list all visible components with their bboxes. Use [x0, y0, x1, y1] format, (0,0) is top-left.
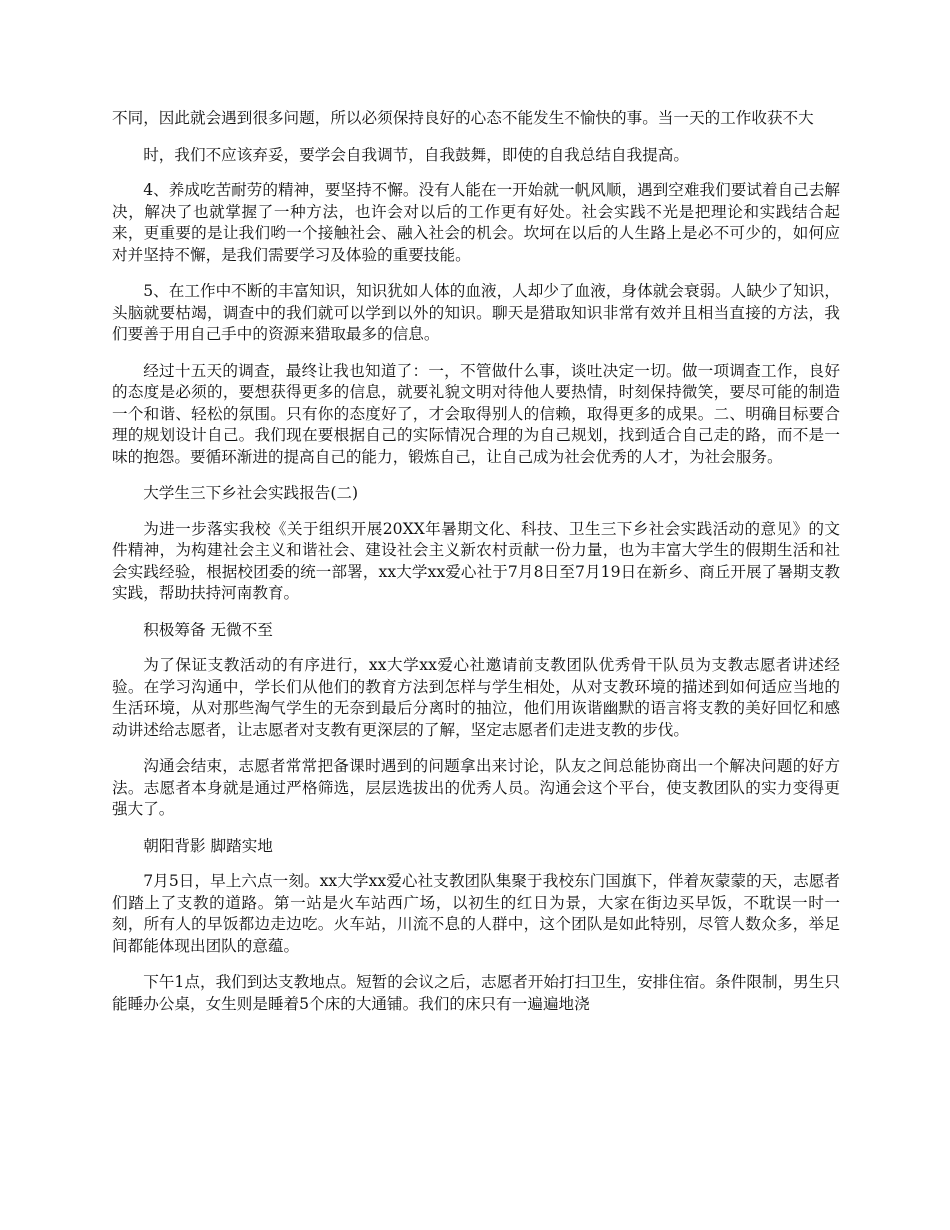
paragraph: 7月5日，早上六点一刻。xx大学xx爱心社支教团队集聚于我校东门国旗下，伴着灰蒙蒙的天，志愿者们踏上了支教的道路。第一站是火车站西广场，以初生的红日为景，大家在街边买早饭，不耽误一时一刻，所有人的早饭都边走边吃。火车站，川流不息的人群中，这个团队是如此特别，尽管人数众多，举足间都能体现出团队的意蕴。: [112, 872, 840, 955]
document-page: [112, 108, 840, 1030]
paragraph-point-4: 4、养成吃苦耐劳的精神，要坚持不懈。没有人能在一开始就一帆风顺，遇到空难我们要试着自己去解决，解决了也就掌握了一种方法，也许会对以后的工作更有好处。社会实践不光是把理论和实践结合起来，更重要的是让我们哟一个接触社会、融入社会的机会。坎坷在以后的人生路上是必不可少的，如何应对并坚持不懈，是我们需要学习及体验的重要技能。: [112, 181, 840, 264]
subheading-departure: 朝阳背影 脚踏实地: [143, 836, 273, 855]
paragraph: 为了保证支教活动的有序进行，xx大学xx爱心社邀请前支教团队优秀骨干队员为支教志愿者讲述经验。在学习沟通中，学长们从他们的教育方法到怎样与学生相处，从对支教环境的描述到如何适应当地的生活环境，从对那些淘气学生的无奈到最后分离时的抽泣，他们用诙谐幽默的语言将支教的美好回忆和感动讲述给志愿者，让志愿者对支教有更深层的了解，坚定志愿者们走进支教的步伐。: [112, 656, 840, 739]
paragraph: 下午1点，我们到达支教地点。短暂的会议之后，志愿者开始打扫卫生，安排住宿。条件限制，男生只能睡办公桌，女生则是睡着5个床的大通铺。我们的床只有一遍遍地浇: [112, 973, 840, 1013]
paragraph-summary: 经过十五天的调查，最终让我也知道了：一，不管做什么事，谈吐决定一切。做一项调查工作，良好的态度是必须的，要想获得更多的信息，就要礼貌文明对待他人要热情，时刻保持微笑，要尽可能的制造一个和谐、轻松的氛围。只有你的态度好了，才会取得别人的信赖，取得更多的成果。二、明确目标要合理的规划设计自己。我们现在要根据自己的实际情况合理的为自己规划，找到适合自己走的路，而不是一味的抱怨。要循环渐进的提高自己的能力，锻炼自己，让自己成为社会优秀的人才，为社会服务。: [112, 361, 840, 466]
paragraph-continuation: 不同，因此就会遇到很多问题，所以必须保持良好的心态不能发生不愉快的事。当一天的工作收获不大: [112, 109, 814, 127]
paragraph-point-5: 5、在工作中不断的丰富知识，知识犹如人体的血液，人却少了血液，身体就会衰弱。人缺少了知识，头脑就要枯竭，调查中的我们就可以学到以外的知识。聊天是猎取知识非常有效并且相当直接的方法，我们要善于用自己手中的资源来猎取最多的信息。: [112, 282, 840, 343]
paragraph: 沟通会结束，志愿者常常把备课时遇到的问题拿出来讨论，队友之间总能协商出一个解决问题的好方法。志愿者本身就是通过严格筛选，层层选拔出的优秀人员。沟通会这个平台，使支教团队的实力变得更强大了。: [112, 757, 840, 818]
paragraph: 时，我们不应该弃妥，要学会自我调节，自我鼓舞，即使的自我总结自我提高。: [143, 145, 689, 164]
section-title: 大学生三下乡社会实践报告(二): [143, 484, 359, 502]
paragraph-intro: 为进一步落实我校《关于组织开展20XX年暑期文化、科技、卫生三下乡社会实践活动的意见》的文件精神，为构建社会主义和谐社会、建设社会主义新农村贡献一份力量，也为丰富大学生的假期生活和社会实践经验，根据校团委的统一部署，xx大学xx爱心社于7月8日至7月19日在新乡、商丘开展了暑期支教实践，帮助扶持河南教育。: [112, 519, 840, 602]
subheading-preparation: 积极筹备 无微不至: [143, 620, 273, 639]
